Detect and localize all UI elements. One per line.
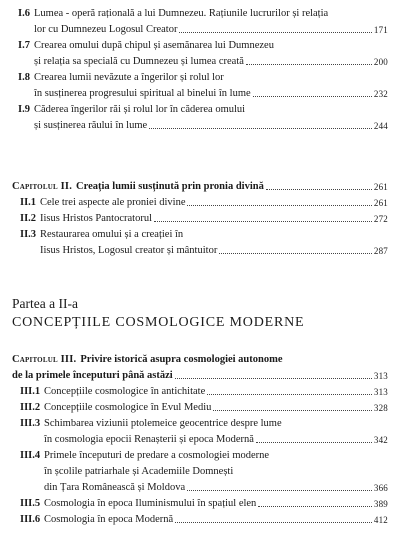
toc-entry-text: Cele trei aspecte ale proniei divine xyxy=(40,197,186,209)
toc-entry[interactable] xyxy=(0,68,400,100)
toc-entry-line xyxy=(0,398,400,414)
chapter-3-page: 313 xyxy=(373,371,388,382)
toc-entry-text: și relația sa specială cu Dumnezeu și lumea creată xyxy=(34,56,244,68)
toc-entry[interactable] xyxy=(0,193,400,209)
toc-entry-page: 412 xyxy=(373,515,388,526)
toc-entry-page: 232 xyxy=(373,89,388,100)
toc-entry-page: 272 xyxy=(373,214,388,225)
dot-leader xyxy=(154,221,372,222)
toc-entry-number: I.9 xyxy=(18,104,30,116)
dot-leader xyxy=(187,490,372,491)
toc-entry-page: 313 xyxy=(373,387,388,398)
toc-entry-text: Crearea omului după chipul și asemănarea lui Dumnezeu xyxy=(34,40,274,52)
toc-entry-text: în susținerea progresului spiritual al binelui în lume xyxy=(34,88,251,100)
toc-entry-text: Căderea îngerilor răi și rolul lor în căderea omului xyxy=(34,104,246,116)
chapter-2-page: 261 xyxy=(373,182,388,193)
dot-leader xyxy=(253,96,372,97)
toc-entry-number: III.4 xyxy=(20,450,41,462)
dot-leader xyxy=(175,522,372,523)
section-top-list xyxy=(0,4,400,132)
toc-entry-line xyxy=(0,20,400,36)
toc-entry-line xyxy=(0,4,400,20)
toc-entry-number: III.2 xyxy=(20,402,41,414)
dot-leader xyxy=(149,128,372,129)
toc-entry-number: II.1 xyxy=(20,197,37,209)
toc-entry-text: Cosmologia în epoca Modernă xyxy=(44,514,174,526)
dot-leader xyxy=(246,64,372,65)
chapter-2 xyxy=(0,177,400,257)
toc-entry-page: 171 xyxy=(373,25,388,36)
chapter-3-heading-line-1[interactable] xyxy=(0,350,400,366)
toc-entry-line xyxy=(0,209,400,225)
toc-entry-page: 200 xyxy=(373,57,388,68)
toc-entry-line xyxy=(0,478,400,494)
toc-entry-text: Concepțiile cosmologice în antichitate xyxy=(44,386,206,398)
toc-entry-page: 328 xyxy=(373,403,388,414)
toc-entry-number: III.1 xyxy=(20,386,41,398)
toc-entry-text: Schimbarea viziunii ptolemeice geocentrice despre lume xyxy=(44,418,282,430)
toc-entry-line xyxy=(0,414,400,430)
toc-entry-line xyxy=(0,382,400,398)
toc-entry-text: Primele începuturi de predare a cosmologiei moderne xyxy=(44,450,270,462)
part-2-title: Partea a II-a xyxy=(12,296,78,311)
toc-entry-line xyxy=(0,446,400,462)
part-2-subtitle: CONCEPȚIILE COSMOLOGICE MODERNE xyxy=(12,315,305,330)
dot-leader xyxy=(219,253,372,254)
toc-entry-line xyxy=(0,241,400,257)
toc-entry[interactable] xyxy=(0,4,400,36)
toc-entry[interactable] xyxy=(0,398,400,414)
toc-entry-text: Concepțiile cosmologice în Evul Mediu xyxy=(44,402,212,414)
dot-leader xyxy=(266,189,372,190)
chapter-2-label: Capitolul II. xyxy=(12,181,73,193)
toc-entry-line xyxy=(0,84,400,100)
toc-entry-number: III.5 xyxy=(20,498,41,510)
toc-entry-text: în școlile patriarhale și Academiile Domnești xyxy=(44,466,234,478)
toc-entry-page: 287 xyxy=(373,246,388,257)
toc-entry-number: I.6 xyxy=(18,8,30,20)
toc-entry[interactable] xyxy=(0,414,400,446)
toc-entry-line xyxy=(0,68,400,84)
toc-entry-page: 342 xyxy=(373,435,388,446)
toc-entry-page: 261 xyxy=(373,198,388,209)
toc-entry-number: I.8 xyxy=(18,72,30,84)
toc-entry[interactable] xyxy=(0,494,400,510)
toc-entry-text: și susținerea răului în lume xyxy=(34,120,148,132)
dot-leader xyxy=(258,506,372,507)
toc-entry[interactable] xyxy=(0,100,400,132)
chapter-3-title-line-2: de la primele începuturi până astăzi xyxy=(12,370,173,382)
chapter-3-title-line-1: Privire istorică asupra cosmologiei autonome xyxy=(80,354,283,366)
toc-entry-line xyxy=(0,225,400,241)
toc-entry-text: Lumea - operă rațională a lui Dumnezeu. Rațiunile lucrurilor și relația xyxy=(34,8,329,20)
toc-entry-text: din Țara Românească și Moldova xyxy=(44,482,186,494)
toc-entry-number: III.6 xyxy=(20,514,41,526)
toc-entry-text: Iisus Hristos, Logosul creator și mântuitor xyxy=(40,245,218,257)
chapter-2-heading[interactable] xyxy=(0,177,400,193)
toc-entry-text: Restaurarea omului și a creației în xyxy=(40,229,184,241)
chapter-3-heading-line-2[interactable] xyxy=(0,366,400,382)
toc-entry-number: II.2 xyxy=(20,213,37,225)
toc-entry-line xyxy=(0,36,400,52)
toc-entry[interactable] xyxy=(0,510,400,526)
chapter-3 xyxy=(0,350,400,526)
toc-entry[interactable] xyxy=(0,382,400,398)
toc-entry-text: Iisus Hristos Pantocratorul xyxy=(40,213,152,225)
toc-entry-number: II.3 xyxy=(20,229,37,241)
toc-entry-text: lor cu Dumnezeu Logosul Creator xyxy=(34,24,178,36)
dot-leader xyxy=(187,205,371,206)
toc-entry-line xyxy=(0,462,400,478)
chapter-2-title: Creația lumii susținută prin pronia divină xyxy=(76,181,264,193)
dot-leader xyxy=(213,410,372,411)
toc-entry-line xyxy=(0,430,400,446)
toc-entry-page: 366 xyxy=(373,483,388,494)
toc-entry[interactable] xyxy=(0,36,400,68)
toc-entry[interactable] xyxy=(0,446,400,494)
toc-entry-text: Cosmologia în epoca Iluminismului în spațiul elen xyxy=(44,498,257,510)
chapter-3-label: Capitolul III. xyxy=(12,354,77,366)
toc-entry-line xyxy=(0,193,400,209)
toc-entry-text: Crearea lumii nevăzute a îngerilor și rolul lor xyxy=(34,72,224,84)
dot-leader xyxy=(175,378,372,379)
toc-entry-text: în cosmologia epocii Renașterii și epoca Modernă xyxy=(44,434,254,446)
toc-entry-number: I.7 xyxy=(18,40,30,52)
toc-entry[interactable] xyxy=(0,225,400,257)
toc-entry-page: 244 xyxy=(373,121,388,132)
dot-leader xyxy=(207,394,372,395)
dot-leader xyxy=(179,32,371,33)
toc-entry-number: III.3 xyxy=(20,418,41,430)
toc-entry-line xyxy=(0,494,400,510)
toc-entry-line xyxy=(0,100,400,116)
toc-entry-line xyxy=(0,510,400,526)
toc-entry-line xyxy=(0,116,400,132)
dot-leader xyxy=(256,442,372,443)
toc-entry-page: 389 xyxy=(373,499,388,510)
toc-entry[interactable] xyxy=(0,209,400,225)
toc-entry-line xyxy=(0,52,400,68)
